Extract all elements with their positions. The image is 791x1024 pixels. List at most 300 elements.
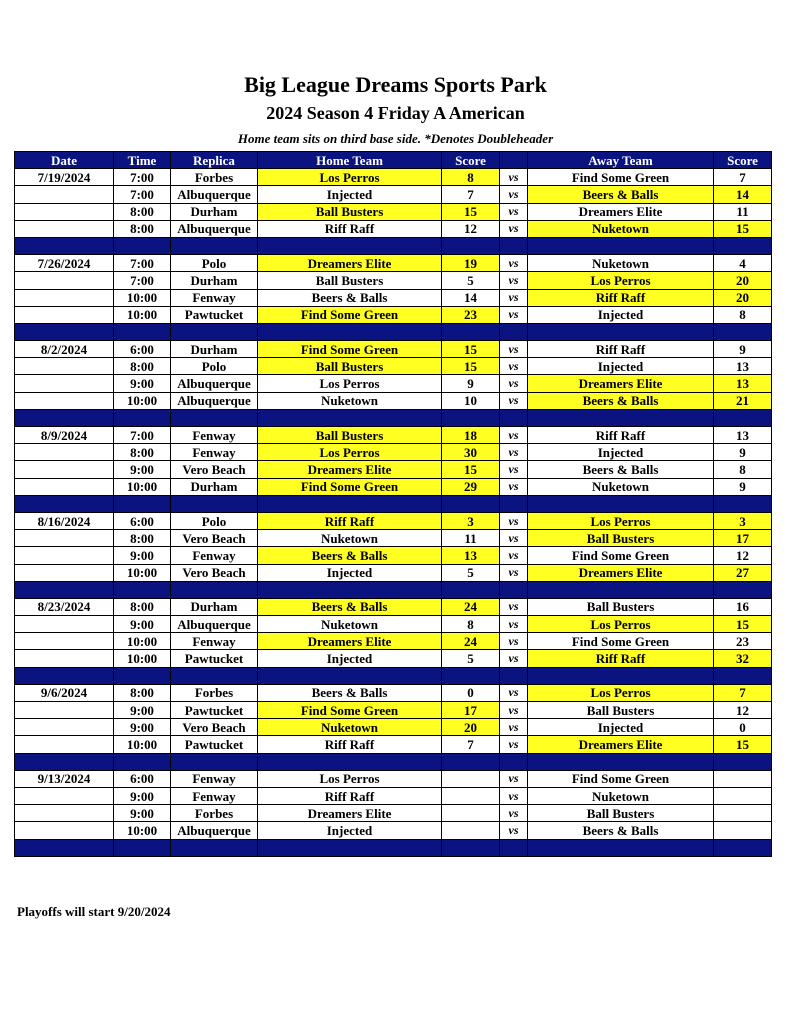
away-score: 8: [714, 306, 772, 323]
game-date: [15, 822, 114, 839]
home-team: Dreamers Elite: [258, 805, 442, 822]
game-row: [15, 289, 772, 306]
home-team: Injected: [258, 186, 442, 203]
away-team: Beers & Balls: [528, 392, 714, 409]
game-field: Vero Beach: [171, 530, 258, 547]
separator-cell: [171, 753, 258, 770]
game-field: Albuquerque: [171, 220, 258, 237]
home-score: 7: [442, 186, 500, 203]
separator-cell: [114, 237, 171, 254]
home-score: 0: [442, 684, 500, 701]
vs-label: vs: [500, 650, 528, 667]
separator-cell: [258, 667, 442, 684]
game-field: Pawtucket: [171, 306, 258, 323]
away-team: Los Perros: [528, 272, 714, 289]
game-field: Albuquerque: [171, 186, 258, 203]
game-field: Forbes: [171, 684, 258, 701]
game-row: [15, 770, 772, 787]
separator-cell: [15, 667, 114, 684]
vs-label: vs: [500, 272, 528, 289]
game-time: 10:00: [114, 633, 171, 650]
separator-cell: [171, 581, 258, 598]
separator-cell: [714, 753, 772, 770]
col-header-time: Time: [114, 152, 171, 169]
separator-cell: [528, 839, 714, 856]
away-team: Find Some Green: [528, 770, 714, 787]
game-row: [15, 392, 772, 409]
home-team: Ball Busters: [258, 358, 442, 375]
vs-label: vs: [500, 719, 528, 736]
game-date: [15, 650, 114, 667]
game-time: 7:00: [114, 169, 171, 186]
separator-cell: [528, 581, 714, 598]
game-field: Fenway: [171, 444, 258, 461]
game-date: [15, 306, 114, 323]
game-row: [15, 684, 772, 701]
away-team: Ball Busters: [528, 598, 714, 615]
away-team: Dreamers Elite: [528, 375, 714, 392]
separator-cell: [15, 323, 114, 340]
game-field: Fenway: [171, 633, 258, 650]
away-score: 21: [714, 392, 772, 409]
game-field: Vero Beach: [171, 564, 258, 581]
away-score: [714, 787, 772, 804]
col-header-vs: [500, 152, 528, 169]
header-row: [15, 152, 772, 169]
away-score: 8: [714, 461, 772, 478]
vs-label: vs: [500, 530, 528, 547]
game-date: [15, 564, 114, 581]
game-time: 10:00: [114, 650, 171, 667]
week-separator: [15, 667, 772, 684]
away-score: 0: [714, 719, 772, 736]
playoffs-note: Playoffs will start 9/20/2024: [17, 904, 171, 919]
separator-cell: [500, 581, 528, 598]
game-field: Durham: [171, 341, 258, 358]
game-field: Polo: [171, 358, 258, 375]
game-time: 10:00: [114, 306, 171, 323]
game-field: Fenway: [171, 770, 258, 787]
away-team: Injected: [528, 358, 714, 375]
separator-cell: [714, 581, 772, 598]
separator-cell: [528, 323, 714, 340]
separator-cell: [114, 323, 171, 340]
separator-cell: [15, 495, 114, 512]
game-date: [15, 203, 114, 220]
away-score: 4: [714, 255, 772, 272]
game-field: Durham: [171, 203, 258, 220]
home-score: 9: [442, 375, 500, 392]
col-header-home-score: Score: [442, 152, 500, 169]
separator-cell: [442, 495, 500, 512]
game-date: [15, 547, 114, 564]
separator-cell: [114, 839, 171, 856]
away-team: Nuketown: [528, 220, 714, 237]
separator-cell: [171, 409, 258, 426]
home-score: 24: [442, 633, 500, 650]
separator-cell: [442, 667, 500, 684]
separator-cell: [171, 495, 258, 512]
away-team: Ball Busters: [528, 530, 714, 547]
home-team: Riff Raff: [258, 736, 442, 753]
away-team: Dreamers Elite: [528, 564, 714, 581]
home-team: Beers & Balls: [258, 547, 442, 564]
home-score: 14: [442, 289, 500, 306]
home-team: Beers & Balls: [258, 684, 442, 701]
separator-cell: [258, 495, 442, 512]
away-score: 15: [714, 220, 772, 237]
separator-cell: [258, 323, 442, 340]
away-score: [714, 770, 772, 787]
away-score: 20: [714, 272, 772, 289]
vs-label: vs: [500, 461, 528, 478]
away-team: Beers & Balls: [528, 461, 714, 478]
home-team: Nuketown: [258, 530, 442, 547]
page-title: Big League Dreams Sports Park: [244, 72, 547, 97]
home-score: 15: [442, 358, 500, 375]
game-row: [15, 341, 772, 358]
home-team: Find Some Green: [258, 702, 442, 719]
separator-cell: [714, 495, 772, 512]
game-field: Albuquerque: [171, 392, 258, 409]
game-time: 9:00: [114, 616, 171, 633]
game-time: 7:00: [114, 255, 171, 272]
home-score: 10: [442, 392, 500, 409]
home-score: 20: [442, 719, 500, 736]
home-team: Nuketown: [258, 616, 442, 633]
home-score: 15: [442, 203, 500, 220]
vs-label: vs: [500, 186, 528, 203]
vs-label: vs: [500, 702, 528, 719]
separator-cell: [528, 667, 714, 684]
separator-cell: [500, 753, 528, 770]
away-score: 32: [714, 650, 772, 667]
away-score: 7: [714, 684, 772, 701]
separator-cell: [442, 323, 500, 340]
away-team: Los Perros: [528, 512, 714, 529]
game-field: Albuquerque: [171, 822, 258, 839]
home-score: 15: [442, 341, 500, 358]
vs-label: vs: [500, 203, 528, 220]
vs-label: vs: [500, 358, 528, 375]
game-date: 9/6/2024: [15, 684, 114, 701]
away-score: 9: [714, 478, 772, 495]
game-date: 8/9/2024: [15, 427, 114, 444]
game-date: [15, 186, 114, 203]
separator-cell: [500, 839, 528, 856]
game-row: [15, 427, 772, 444]
home-score: 18: [442, 427, 500, 444]
home-score: 3: [442, 512, 500, 529]
away-team: Riff Raff: [528, 650, 714, 667]
away-team: Find Some Green: [528, 633, 714, 650]
game-date: [15, 719, 114, 736]
game-row: [15, 306, 772, 323]
separator-cell: [714, 667, 772, 684]
separator-cell: [171, 667, 258, 684]
separator-cell: [15, 237, 114, 254]
home-team: Find Some Green: [258, 341, 442, 358]
game-time: 8:00: [114, 444, 171, 461]
game-row: [15, 530, 772, 547]
col-header-away-score: Score: [714, 152, 772, 169]
away-score: 23: [714, 633, 772, 650]
home-score: 5: [442, 564, 500, 581]
game-field: Vero Beach: [171, 461, 258, 478]
game-time: 6:00: [114, 341, 171, 358]
game-field: Durham: [171, 272, 258, 289]
home-score: 8: [442, 169, 500, 186]
home-team: Ball Busters: [258, 203, 442, 220]
game-row: [15, 736, 772, 753]
vs-label: vs: [500, 375, 528, 392]
schedule-body: [15, 169, 772, 857]
separator-cell: [442, 237, 500, 254]
home-team: Injected: [258, 822, 442, 839]
separator-cell: [114, 409, 171, 426]
game-field: Fenway: [171, 427, 258, 444]
game-row: [15, 220, 772, 237]
vs-label: vs: [500, 805, 528, 822]
separator-cell: [442, 409, 500, 426]
away-score: 7: [714, 169, 772, 186]
away-score: 13: [714, 427, 772, 444]
game-time: 10:00: [114, 478, 171, 495]
vs-label: vs: [500, 684, 528, 701]
away-team: Nuketown: [528, 787, 714, 804]
home-score: 19: [442, 255, 500, 272]
vs-label: vs: [500, 255, 528, 272]
away-team: Dreamers Elite: [528, 736, 714, 753]
vs-label: vs: [500, 169, 528, 186]
vs-label: vs: [500, 289, 528, 306]
vs-label: vs: [500, 633, 528, 650]
home-score: [442, 822, 500, 839]
away-score: 20: [714, 289, 772, 306]
game-date: 7/26/2024: [15, 255, 114, 272]
home-team-note: Home team sits on third base side. *Denotes Doubleheader: [237, 131, 554, 146]
game-time: 8:00: [114, 220, 171, 237]
separator-cell: [500, 409, 528, 426]
home-team: Riff Raff: [258, 220, 442, 237]
game-time: 10:00: [114, 289, 171, 306]
away-team: Injected: [528, 444, 714, 461]
home-score: 12: [442, 220, 500, 237]
home-score: 30: [442, 444, 500, 461]
game-field: Fenway: [171, 289, 258, 306]
home-team: Ball Busters: [258, 427, 442, 444]
game-row: [15, 255, 772, 272]
home-team: Riff Raff: [258, 512, 442, 529]
game-time: 9:00: [114, 805, 171, 822]
game-time: 8:00: [114, 684, 171, 701]
home-score: 23: [442, 306, 500, 323]
game-date: [15, 444, 114, 461]
game-date: 7/19/2024: [15, 169, 114, 186]
separator-cell: [500, 667, 528, 684]
separator-cell: [528, 237, 714, 254]
home-score: 5: [442, 650, 500, 667]
game-time: 9:00: [114, 461, 171, 478]
game-row: [15, 186, 772, 203]
game-row: [15, 203, 772, 220]
away-team: Nuketown: [528, 478, 714, 495]
vs-label: vs: [500, 616, 528, 633]
game-date: [15, 289, 114, 306]
away-score: 12: [714, 547, 772, 564]
game-date: [15, 272, 114, 289]
separator-cell: [258, 753, 442, 770]
vs-label: vs: [500, 822, 528, 839]
separator-cell: [15, 839, 114, 856]
away-score: [714, 822, 772, 839]
separator-cell: [442, 753, 500, 770]
week-separator: [15, 753, 772, 770]
game-date: [15, 616, 114, 633]
home-team: Dreamers Elite: [258, 255, 442, 272]
home-team: Beers & Balls: [258, 289, 442, 306]
separator-cell: [15, 581, 114, 598]
game-time: 8:00: [114, 598, 171, 615]
game-row: [15, 358, 772, 375]
page-subtitle: 2024 Season 4 Friday A American: [266, 103, 525, 123]
week-separator: [15, 323, 772, 340]
separator-cell: [528, 753, 714, 770]
away-score: [714, 805, 772, 822]
game-row: [15, 719, 772, 736]
separator-cell: [714, 409, 772, 426]
separator-cell: [258, 409, 442, 426]
home-team: Ball Busters: [258, 272, 442, 289]
vs-label: vs: [500, 341, 528, 358]
game-row: [15, 616, 772, 633]
separator-cell: [15, 409, 114, 426]
separator-cell: [15, 753, 114, 770]
separator-cell: [258, 581, 442, 598]
away-score: 14: [714, 186, 772, 203]
game-row: [15, 650, 772, 667]
game-field: Pawtucket: [171, 736, 258, 753]
game-row: [15, 598, 772, 615]
game-row: [15, 787, 772, 804]
game-time: 9:00: [114, 547, 171, 564]
week-separator: [15, 581, 772, 598]
away-team: Dreamers Elite: [528, 203, 714, 220]
separator-cell: [171, 323, 258, 340]
home-score: 29: [442, 478, 500, 495]
away-score: 3: [714, 512, 772, 529]
separator-cell: [258, 237, 442, 254]
away-team: Beers & Balls: [528, 822, 714, 839]
col-header-home-team: Home Team: [258, 152, 442, 169]
home-team: Los Perros: [258, 770, 442, 787]
game-time: 8:00: [114, 358, 171, 375]
game-field: Pawtucket: [171, 650, 258, 667]
game-row: [15, 272, 772, 289]
game-time: 6:00: [114, 512, 171, 529]
game-time: 9:00: [114, 787, 171, 804]
game-date: [15, 358, 114, 375]
vs-label: vs: [500, 427, 528, 444]
away-team: Ball Busters: [528, 702, 714, 719]
game-row: [15, 564, 772, 581]
vs-label: vs: [500, 787, 528, 804]
game-field: Durham: [171, 478, 258, 495]
vs-label: vs: [500, 306, 528, 323]
game-field: Polo: [171, 255, 258, 272]
vs-label: vs: [500, 220, 528, 237]
game-row: [15, 633, 772, 650]
col-header-replica: Replica: [171, 152, 258, 169]
game-time: 6:00: [114, 770, 171, 787]
vs-label: vs: [500, 564, 528, 581]
home-team: Beers & Balls: [258, 598, 442, 615]
vs-label: vs: [500, 512, 528, 529]
home-score: 17: [442, 702, 500, 719]
game-date: 8/23/2024: [15, 598, 114, 615]
game-field: Forbes: [171, 805, 258, 822]
away-score: 27: [714, 564, 772, 581]
game-date: [15, 530, 114, 547]
game-row: [15, 547, 772, 564]
away-score: 15: [714, 616, 772, 633]
home-score: 5: [442, 272, 500, 289]
separator-cell: [171, 237, 258, 254]
game-time: 9:00: [114, 719, 171, 736]
separator-cell: [528, 409, 714, 426]
game-time: 10:00: [114, 392, 171, 409]
game-row: [15, 478, 772, 495]
home-team: Los Perros: [258, 169, 442, 186]
game-row: [15, 444, 772, 461]
game-date: [15, 805, 114, 822]
game-date: [15, 633, 114, 650]
away-score: 16: [714, 598, 772, 615]
away-team: Los Perros: [528, 684, 714, 701]
home-score: 13: [442, 547, 500, 564]
game-row: [15, 822, 772, 839]
away-score: 15: [714, 736, 772, 753]
away-team: Riff Raff: [528, 427, 714, 444]
away-score: 17: [714, 530, 772, 547]
game-time: 10:00: [114, 736, 171, 753]
game-field: Pawtucket: [171, 702, 258, 719]
game-time: 7:00: [114, 427, 171, 444]
game-field: Fenway: [171, 787, 258, 804]
vs-label: vs: [500, 736, 528, 753]
game-time: 10:00: [114, 822, 171, 839]
separator-cell: [500, 323, 528, 340]
home-score: 24: [442, 598, 500, 615]
home-team: Los Perros: [258, 444, 442, 461]
home-score: 8: [442, 616, 500, 633]
separator-cell: [714, 839, 772, 856]
home-team: Injected: [258, 564, 442, 581]
separator-cell: [258, 839, 442, 856]
away-team: Riff Raff: [528, 289, 714, 306]
separator-cell: [114, 753, 171, 770]
separator-cell: [500, 495, 528, 512]
separator-cell: [114, 495, 171, 512]
home-team: Riff Raff: [258, 787, 442, 804]
game-field: Vero Beach: [171, 719, 258, 736]
away-team: Riff Raff: [528, 341, 714, 358]
week-separator: [15, 237, 772, 254]
vs-label: vs: [500, 770, 528, 787]
away-team: Injected: [528, 306, 714, 323]
game-date: 9/13/2024: [15, 770, 114, 787]
vs-label: vs: [500, 478, 528, 495]
